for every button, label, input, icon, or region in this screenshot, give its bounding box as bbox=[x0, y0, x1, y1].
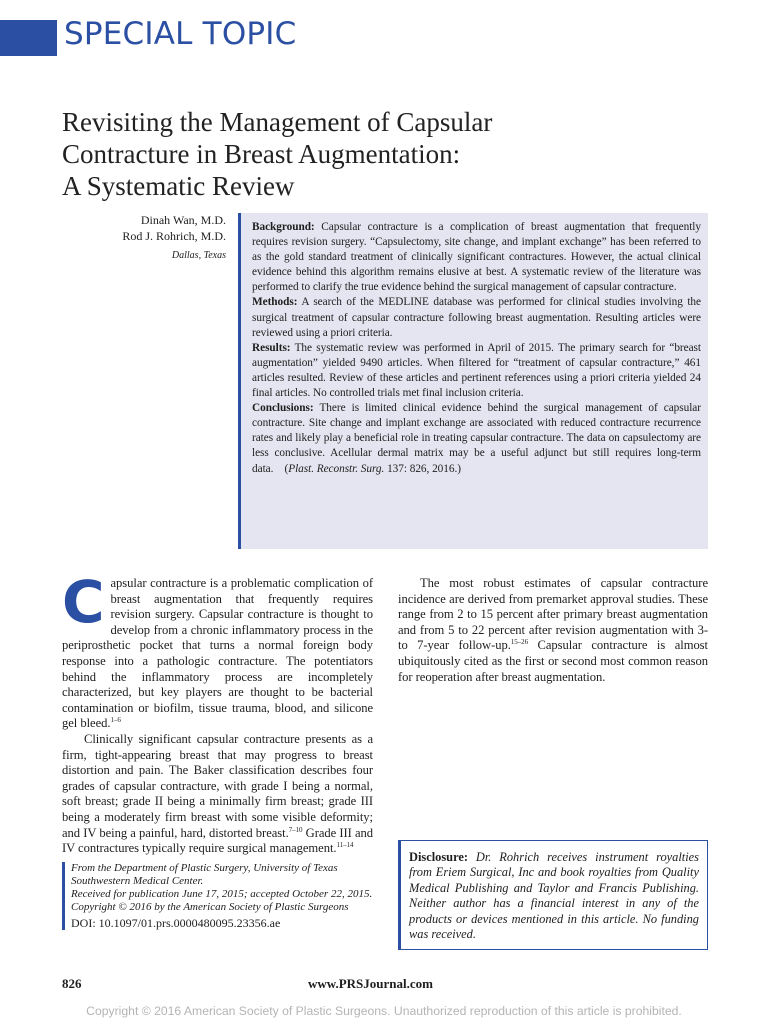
author-block bbox=[64, 212, 226, 263]
abstract-box bbox=[238, 213, 708, 549]
abstract-text: A search of the MEDLINE database was performed for clinical studies involving the surgical treatment of capsular contracture following breast augmentation. Resulting articles were reviewed using a priori criteria. bbox=[252, 296, 701, 339]
disclosure-box bbox=[398, 840, 708, 950]
body-text: Grade III and IV contractures typically require surgical management. bbox=[62, 825, 374, 856]
page-number: 826 bbox=[62, 976, 82, 991]
journal-url-link[interactable]: www.PRSJournal.com bbox=[308, 976, 433, 991]
body-text: Clinically significant capsular contracture presents as a firm, tight-appearing breast that may progress to breast distortion and pain. The Baker classification describes four grades of capsular contracture, with grade I being a normal, soft breast; grade II being a minimally firm breast; grade III being a moderately firm breast with some visible deformity; and IV being a painful, hard, distorted breast. bbox=[62, 731, 373, 840]
title-line: A Systematic Review bbox=[62, 171, 295, 201]
body-paragraph bbox=[62, 568, 373, 732]
reference-marker: 15–26 bbox=[510, 638, 529, 647]
body-column-left bbox=[62, 568, 374, 857]
body-column-right bbox=[398, 576, 708, 685]
disclosure-label: Disclosure: bbox=[409, 850, 468, 864]
disclosure-text: Dr. Rohrich receives instrument royalties from Eriem Surgical, Inc and book royalties from Quality Medical Publishing and Taylor and Francis Publishing. Neither author has a financial interest in any of the products or devices mentioned in this article. No funding was received. bbox=[409, 850, 699, 942]
body-text: apsular contracture is a problematic complication of breast augmentation that frequently requires revision surgery. Capsular contracture is thought to develop from a chronic inflammatory process in the periprosthetic pocket that turns a normal foreign body response into a pathologic contracture. The potentiators behind the inflammatory process are incompletely characterized, but key players are thought to be bacterial contamination or biofilm, tissue trauma, blood, and silicone gel bleed. bbox=[62, 576, 373, 731]
abstract-background bbox=[252, 220, 701, 295]
abstract-methods bbox=[252, 295, 701, 340]
abstract-text: Capsular contracture is a complication of breast augmentation that frequently requires revision surgery. “Capsulectomy, site change, and implant exchange” has been referred to as the gold standard treatment of clinically significant contractures. However, the actual clinical evidence behind this algorithm remains elusive at best. A systematic review of the literature was performed to clarify the true evidence behind the surgical management of capsular contracture. bbox=[252, 221, 701, 294]
author-name: Dinah Wan, M.D. bbox=[140, 213, 226, 227]
author-name: Rod J. Rohrich, M.D. bbox=[122, 229, 226, 243]
body-text: Capsular contracture is almost ubiquitously cited as the first or second most common reason for reoperation after breast augmentation. bbox=[398, 638, 708, 684]
reference-marker: 11–14 bbox=[336, 841, 354, 850]
reference-marker: 7–10 bbox=[288, 825, 303, 834]
reference-marker: 1–6 bbox=[110, 716, 121, 725]
title-line: Revisiting the Management of Capsular bbox=[62, 107, 493, 137]
abstract-label: Conclusions: bbox=[252, 402, 314, 415]
affiliation-copyright: Copyright © 2016 by the American Society of Plastic Surgeons bbox=[71, 901, 349, 913]
body-text: The most robust estimates of capsular contracture incidence are derived from premarket approval studies. These range from 2 to 15 percent after primary breast augmentation and from 5 to 22 percent after revision augmentation with 3- to 7-year follow-up. bbox=[398, 576, 708, 653]
abstract-conclusions bbox=[252, 401, 701, 476]
section-banner: SPECIAL TOPIC bbox=[64, 16, 297, 52]
author-location: Dallas, Texas bbox=[171, 250, 226, 261]
affiliation-dates: Received for publication June 17, 2015; accepted October 22, 2015. bbox=[71, 888, 373, 900]
citation-source: Plast. Reconstr. Surg. bbox=[288, 462, 385, 475]
abstract-label: Results: bbox=[252, 341, 291, 354]
drop-cap: C bbox=[62, 568, 105, 636]
abstract-text: The systematic review was performed in April of 2015. The primary search for “breast augmentation” yielded 9490 articles. When filtered for “treatment of capsular contracture,” 461 articles resulted. Review of these articles and pertinent references using a priori criteria yielded 24 final articles. No controlled trials met final inclusion criteria. bbox=[252, 341, 701, 400]
title-line: Contracture in Breast Augmentation: bbox=[62, 139, 461, 169]
affiliation-box bbox=[62, 862, 380, 930]
affiliation-dept: From the Department of Plastic Surgery, University of Texas Southwestern Medical Center. bbox=[71, 862, 338, 887]
doi-link[interactable]: DOI: 10.1097/01.prs.0000480095.23356.ae bbox=[71, 916, 281, 930]
abstract-results bbox=[252, 341, 701, 401]
article-title bbox=[62, 106, 722, 202]
banner-accent-bar bbox=[0, 20, 57, 56]
copyright-notice: Copyright © 2016 American Society of Plastic Surgeons. Unauthorized reproduction of this article is prohibited. bbox=[86, 1004, 682, 1018]
abstract-label: Methods: bbox=[252, 296, 298, 309]
abstract-label: Background: bbox=[252, 221, 315, 233]
citation-rest: 137: 826, 2016.) bbox=[384, 462, 461, 475]
citation-open: ( bbox=[284, 462, 289, 475]
body-paragraph bbox=[62, 732, 373, 857]
abstract-text: There is limited clinical evidence behind the surgical management of capsular contracture. Site change and implant exchange are associated with reduced contracture recurrence rates and likely play a beneficial role in treating capsular contracture. The data on capsulectomy are less conclusive. Acellular dermal matrix may be a useful adjunct but still requires long-term data. bbox=[252, 402, 701, 475]
body-paragraph bbox=[398, 576, 708, 685]
